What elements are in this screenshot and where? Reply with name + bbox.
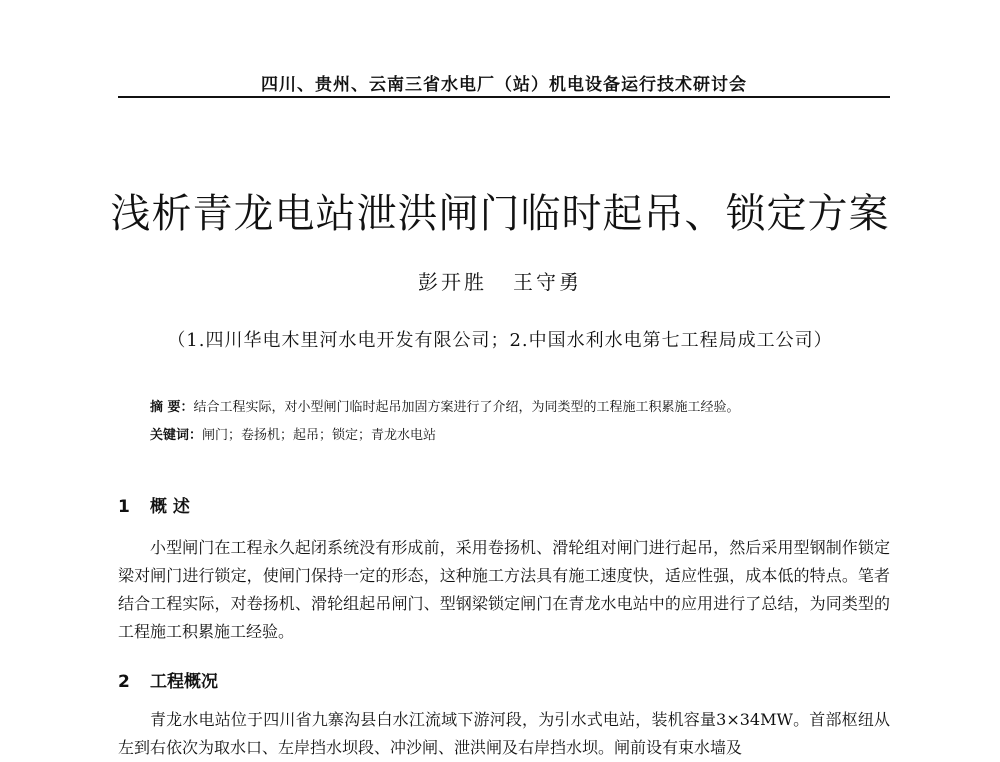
section-number: 1 <box>118 497 130 517</box>
section-paragraph: 青龙水电站位于四川省九寨沟县白水江流域下游河段，为引水式电站，装机容量3×34MW。首部枢纽从左到右依次为取水口、左岸挡水坝段、冲沙闸、泄洪闸及右岸挡水坝。闸前设有束水墙及 <box>118 710 890 757</box>
paper-title: 浅析青龙电站泄洪闸门临时起吊、锁定方案 <box>110 191 890 237</box>
section-heading <box>118 667 218 692</box>
section-title: 工程概况 <box>150 672 218 692</box>
conference-header: 四川、贵州、云南三省水电厂（站）机电设备运行技术研讨会 <box>261 75 747 95</box>
author-list <box>0 266 1000 295</box>
author-name: 彭开胜 <box>418 270 487 294</box>
section-paragraph: 小型闸门在工程永久起闭系统没有形成前，采用卷扬机、滑轮组对闸门进行起吊，然后采用型钢制作锁定梁对闸门进行锁定，使闸门保持一定的形态，这种施工方法具有施工速度快，适应性强，成本低的特点。笔者结合工程实际，对卷扬机、滑轮组起吊闸门、型钢梁锁定闸门在青龙水电站中的应用进行了总结，为同类型的工程施工积累施工经验。 <box>118 538 890 641</box>
abstract <box>150 396 740 415</box>
keywords-text: 闸门；卷扬机；起吊；锁定；青龙水电站 <box>202 428 437 443</box>
keywords <box>150 424 436 443</box>
section-number: 2 <box>118 672 130 692</box>
keywords-label: 关键词： <box>150 428 203 443</box>
header-rule <box>118 96 890 98</box>
section-heading <box>118 492 190 517</box>
affiliation: （1.四川华电木里河水电开发有限公司；2.中国水利水电第七工程局成工公司） <box>167 330 833 351</box>
abstract-text: 结合工程实际，对小型闸门临时起吊加固方案进行了介绍，为同类型的工程施工积累施工经验。 <box>193 400 740 415</box>
author-name: 王守勇 <box>513 270 582 294</box>
abstract-label: 摘 要： <box>150 400 194 415</box>
section-title: 概 述 <box>150 497 190 517</box>
